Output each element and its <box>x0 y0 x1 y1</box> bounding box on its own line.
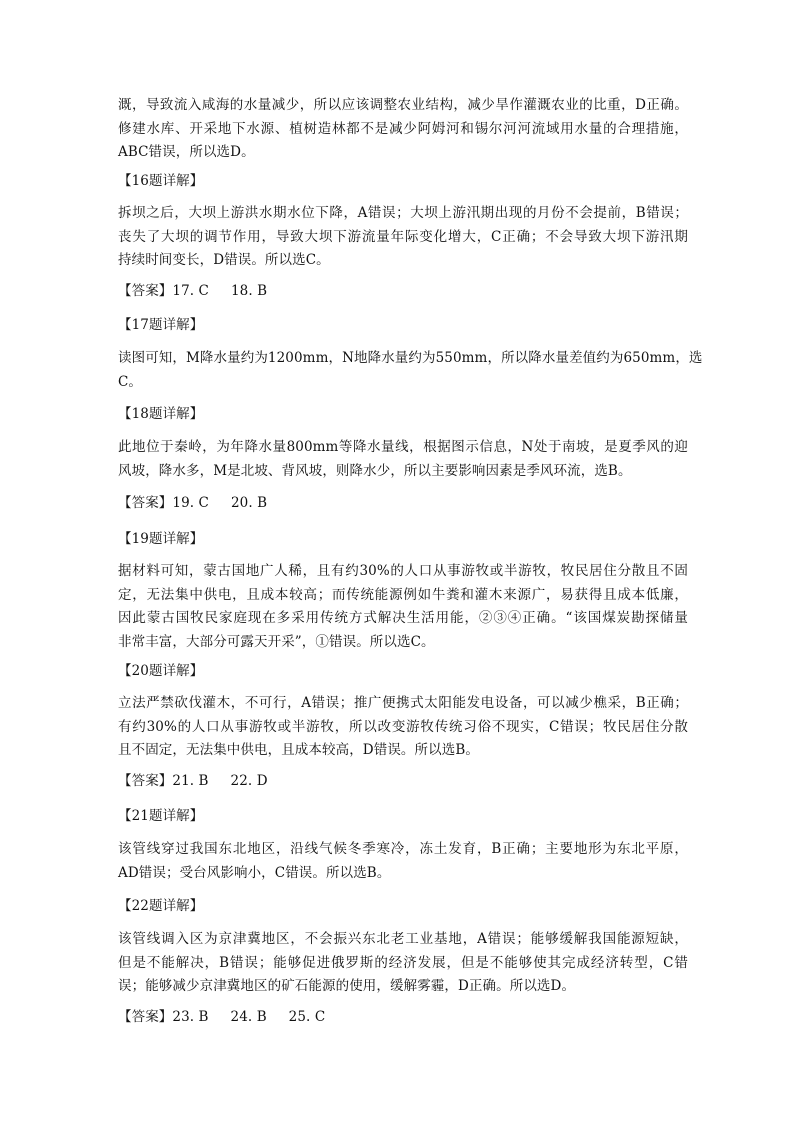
text-line: ABC错误，所以选D。 <box>118 144 255 160</box>
text-line: AD错误；受台风影响小，C错误。所以选B。 <box>118 864 391 881</box>
heading-text: 【16题详解】 <box>118 173 204 189</box>
answer-text: 【答案】23. B 24. B 25. C <box>118 1009 326 1025</box>
heading-text: 【22题详解】 <box>118 898 204 914</box>
text-line: 持续时间变长，D错误。所以选C。 <box>118 252 330 268</box>
text-line: 该管线调入区为京津冀地区，不会振兴东北老工业基地，A错误；能够缓解我国能源短缺， <box>118 931 688 947</box>
answer-line-17-18 <box>118 280 688 304</box>
heading-text: 【21题详解】 <box>118 808 204 824</box>
heading-text: 【18题详解】 <box>118 406 204 422</box>
text-line: 有约30%的人口从事游牧或半游牧，所以改变游牧传统习俗不现实，C错误；牧民居住分散 <box>118 718 688 735</box>
answer-line-21-22 <box>118 770 688 794</box>
section-heading-18 <box>118 403 688 427</box>
text-line: 丧失了大坝的调节作用，导致大坝下游流量年际变化增大，C正确；不会导致大坝下游汛期 <box>118 228 688 245</box>
text-line: 据材料可知，蒙古国地广人稀，且有约30%的人口从事游牧或半游牧，牧民居住分散且不固 <box>118 563 688 579</box>
section-heading-22 <box>118 895 688 919</box>
section-heading-19 <box>118 528 688 552</box>
section-heading-16 <box>118 170 688 194</box>
paragraph-17-explanation <box>118 347 703 394</box>
answer-text: 【答案】21. B 22. D <box>118 773 268 789</box>
heading-text: 【17题详解】 <box>118 317 204 333</box>
answer-text: 【答案】17. C 18. B <box>118 283 268 299</box>
heading-text: 【19题详解】 <box>118 531 204 547</box>
answer-line-23-25 <box>118 1006 688 1030</box>
text-line: 拆坝之后，大坝上游洪水期水位下降，A错误；大坝上游汛期出现的月份不会提前，B错误； <box>118 205 688 221</box>
text-line: C。 <box>118 373 143 390</box>
section-heading-20 <box>118 660 688 684</box>
text-line: 且不固定，无法集中供电，且成本较高，D错误。所以选B。 <box>118 742 479 758</box>
text-line: 但是不能解决，B错误；能够促进俄罗斯的经济发展，但是不能够使其完成经济转型，C错 <box>118 954 688 971</box>
text-line: 风坡，降水多，M是北坡、背风坡，则降水少，所以主要影响因素是季风环流，选B。 <box>118 462 632 479</box>
paragraph-19-explanation <box>118 560 688 654</box>
paragraph-21-explanation <box>118 838 688 885</box>
text-line: 修建水库、开采地下水源、植树造林都不是减少阿姆河和锡尔河河流域用水量的合理措施， <box>118 120 688 137</box>
answer-line-19-20 <box>118 492 688 516</box>
paragraph-20-explanation <box>118 692 688 763</box>
text-line: 溉，导致流入咸海的水量减少，所以应该调整农业结构，减少旱作灌溉农业的比重，D正确。 <box>118 97 688 113</box>
section-heading-17 <box>118 314 688 338</box>
text-line: 立法严禁砍伐灌木，不可行，A错误；推广便携式太阳能发电设备，可以减少樵采，B正确； <box>118 695 688 711</box>
text-line: 因此蒙古国牧民家庭现在多采用传统方式解决生活用能，②③④正确。“该国煤炭勘探储量 <box>118 610 688 626</box>
text-line: 此地位于秦岭，为年降水量800mm等降水量线，根据图示信息，N处于南坡，是夏季风的迎 <box>118 439 688 455</box>
section-heading-21 <box>118 805 688 829</box>
paragraph-15-explanation-continued <box>118 94 688 165</box>
heading-text: 【20题详解】 <box>118 663 204 679</box>
answer-text: 【答案】19. C 20. B <box>118 495 268 511</box>
paragraph-18-explanation <box>118 436 688 483</box>
paragraph-16-explanation <box>118 202 688 273</box>
paragraph-22-explanation <box>118 928 688 999</box>
text-line: 该管线穿过我国东北地区，沿线气候冬季寒冷，冻土发育，B正确；主要地形为东北平原， <box>118 841 688 857</box>
text-line: 非常丰富，大部分可露天开采”，①错误。所以选C。 <box>118 633 435 650</box>
text-line: 读图可知，M降水量约为1200mm，N地降水量约为550mm，所以降水量差值约为650mm，选 <box>118 350 703 366</box>
text-line: 定，无法集中供电，且成本较高；而传统能源例如牛粪和灌木来源广，易获得且成本低廉， <box>118 586 688 603</box>
text-line: 误；能够减少京津冀地区的矿石能源的使用，缓解雾霾，D正确。所以选D。 <box>118 978 576 994</box>
